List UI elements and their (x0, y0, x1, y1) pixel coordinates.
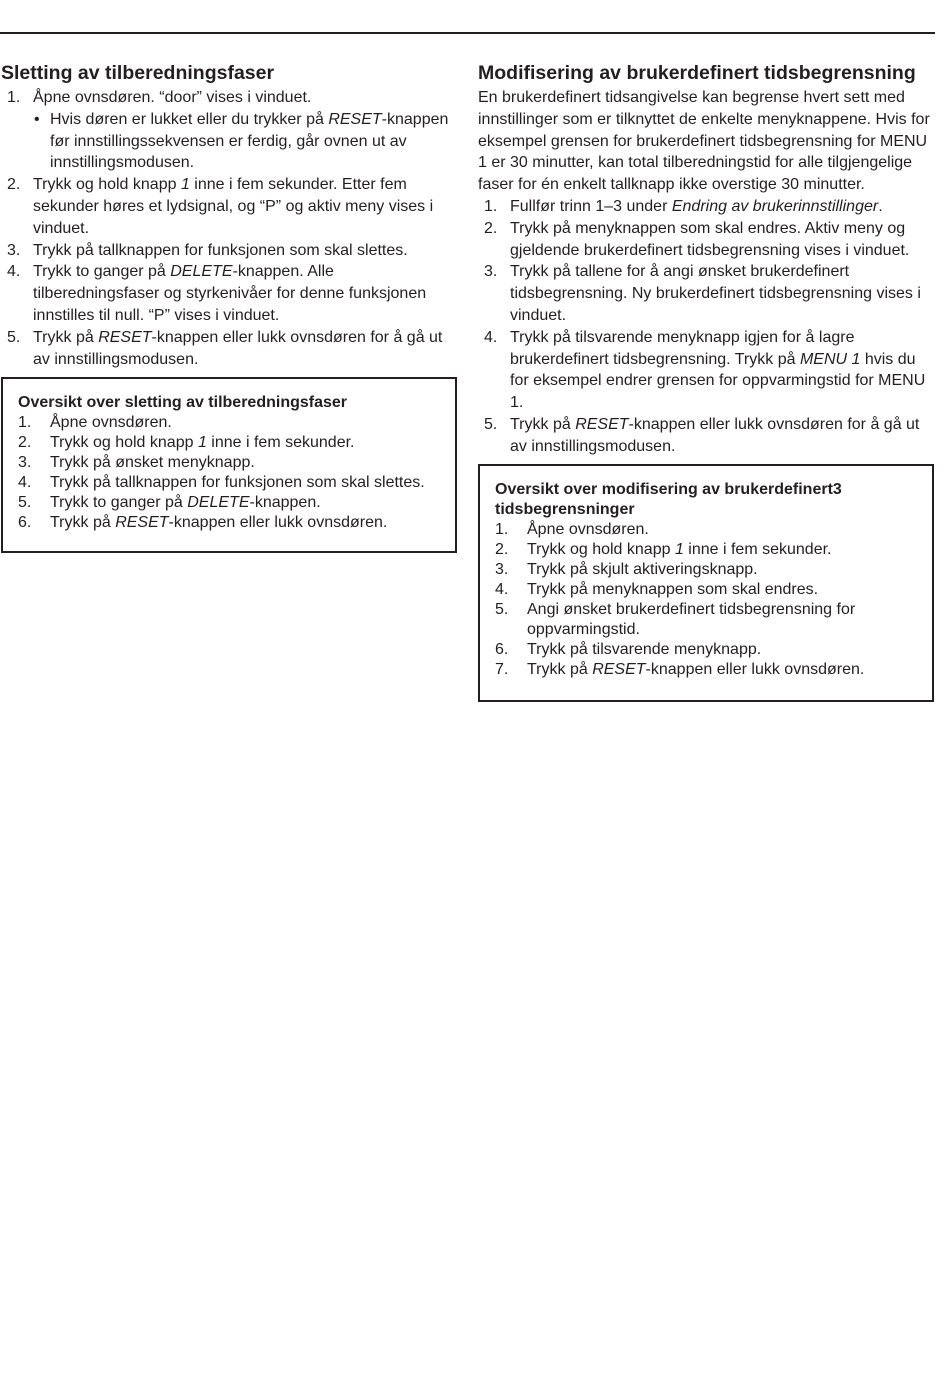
summary-box-title: Oversikt over modifisering av brukerdefinert3 tidsbegrensninger (495, 480, 842, 518)
list-item: 5. Trykk to ganger på DELETE-knappen. (18, 494, 321, 512)
header-rule (0, 32, 935, 34)
sub-list (33, 109, 456, 174)
list-item: 3. Trykk på tallene for å angi ønsket brukerdefinert tidsbegrensning. Ny brukerdefinert tidsbegrensning vises i vinduet. (484, 263, 921, 324)
intro-paragraph: En brukerdefinert tidsangivelse kan begrense hvert sett med innstillinger som er tilknyttet de enkelte menyknappene. Hvis for eksempel grensen for brukerdefinert tidsbegrensning for MENU 1 er 30 minutter, kan total tilberedningstid for alle tilgjengelige faser for én enkelt tallknapp ikke overstige 30 minutter. (478, 89, 930, 194)
list-item: 5. Trykk på RESET-knappen eller lukk ovnsdøren for å gå ut av innstillingsmodusen. (484, 415, 920, 455)
section-heading-modifying-time-limit: Modifisering av brukerdefinert tidsbegrensning (478, 62, 916, 84)
list-item: 6. Trykk på tilsvarende menyknapp. (495, 640, 762, 658)
list-item: 3. Trykk på tallknappen for funksjonen som skal slettes. (7, 241, 408, 259)
list-item: 4. Trykk på tallknappen for funksjonen som skal slettes. (18, 474, 425, 492)
list-item: 5. Angi ønsket brukerdefinert tidsbegrensning for oppvarmingstid. (495, 600, 856, 638)
sub-list-item: • Hvis døren er lukket eller du trykker på RESET-knappen før innstillingssekvensen er ferdig, går ovnen ut av innstillingsmodusen. (34, 110, 449, 172)
list-item: 1. Åpne ovnsdøren. “door” vises i vinduet. • Hvis døren er lukket eller du trykker på RESET-knappen før innstillingssekvensen er ferdig, går ovnen ut av innstillingsmodusen. (1, 87, 456, 174)
list-item: 3. Trykk på ønsket menyknapp. (18, 454, 255, 472)
list-item: 3. Trykk på skjult aktiveringsknapp. (495, 560, 758, 578)
summary-box-modifying (478, 464, 934, 702)
list-item: 1. Åpne ovnsdøren. (495, 520, 649, 538)
list-item: 6. Trykk på RESET-knappen eller lukk ovnsdøren. (18, 514, 388, 532)
summary-box-deleting (1, 377, 457, 553)
list-item: 4. Trykk på menyknappen som skal endres. (495, 580, 819, 598)
list-item: 4. Trykk på tilsvarende menyknapp igjen for å lagre brukerdefinert tidsbegrensning. Trykk på MENU 1 hvis du for eksempel endrer grensen for oppvarmingstid for MENU 1. (484, 328, 926, 412)
list-item: 7. Trykk på RESET-knappen eller lukk ovnsdøren. (495, 660, 865, 678)
section-heading-deleting-phases: Sletting av tilberedningsfaser (1, 62, 275, 84)
summary-steps-list (495, 520, 918, 680)
list-item: 5. Trykk på RESET-knappen eller lukk ovnsdøren for å gå ut av innstillingsmodusen. (7, 328, 443, 368)
deleting-steps-list (1, 87, 456, 370)
summary-box-title: Oversikt over sletting av tilberedningsfaser (18, 394, 348, 412)
modifying-steps-list (478, 196, 934, 458)
list-item: 2. Trykk og hold knapp 1 inne i fem sekunder. (18, 434, 355, 452)
list-item: 1. Åpne ovnsdøren. (18, 414, 172, 432)
list-item: 1. Fullfør trinn 1–3 under Endring av brukerinnstillinger. (484, 197, 883, 215)
list-item: 2. Trykk og hold knapp 1 inne i fem sekunder. Etter fem sekunder høres et lydsignal, og “P” og aktiv meny vises i vinduet. (7, 176, 434, 237)
right-column (478, 60, 934, 702)
list-item: 4. Trykk to ganger på DELETE-knappen. Alle tilberedningsfaser og styrkenivåer for denne funksjonen innstilles til null. “P” vises i vinduet. (7, 263, 427, 324)
left-column (1, 60, 456, 553)
list-item: 2. Trykk på menyknappen som skal endres. Aktiv meny og gjeldende brukerdefinert tidsbegrensning vises i vinduet. (484, 219, 910, 259)
list-item: 2. Trykk og hold knapp 1 inne i fem sekunder. (495, 540, 832, 558)
summary-steps-list (18, 413, 441, 533)
